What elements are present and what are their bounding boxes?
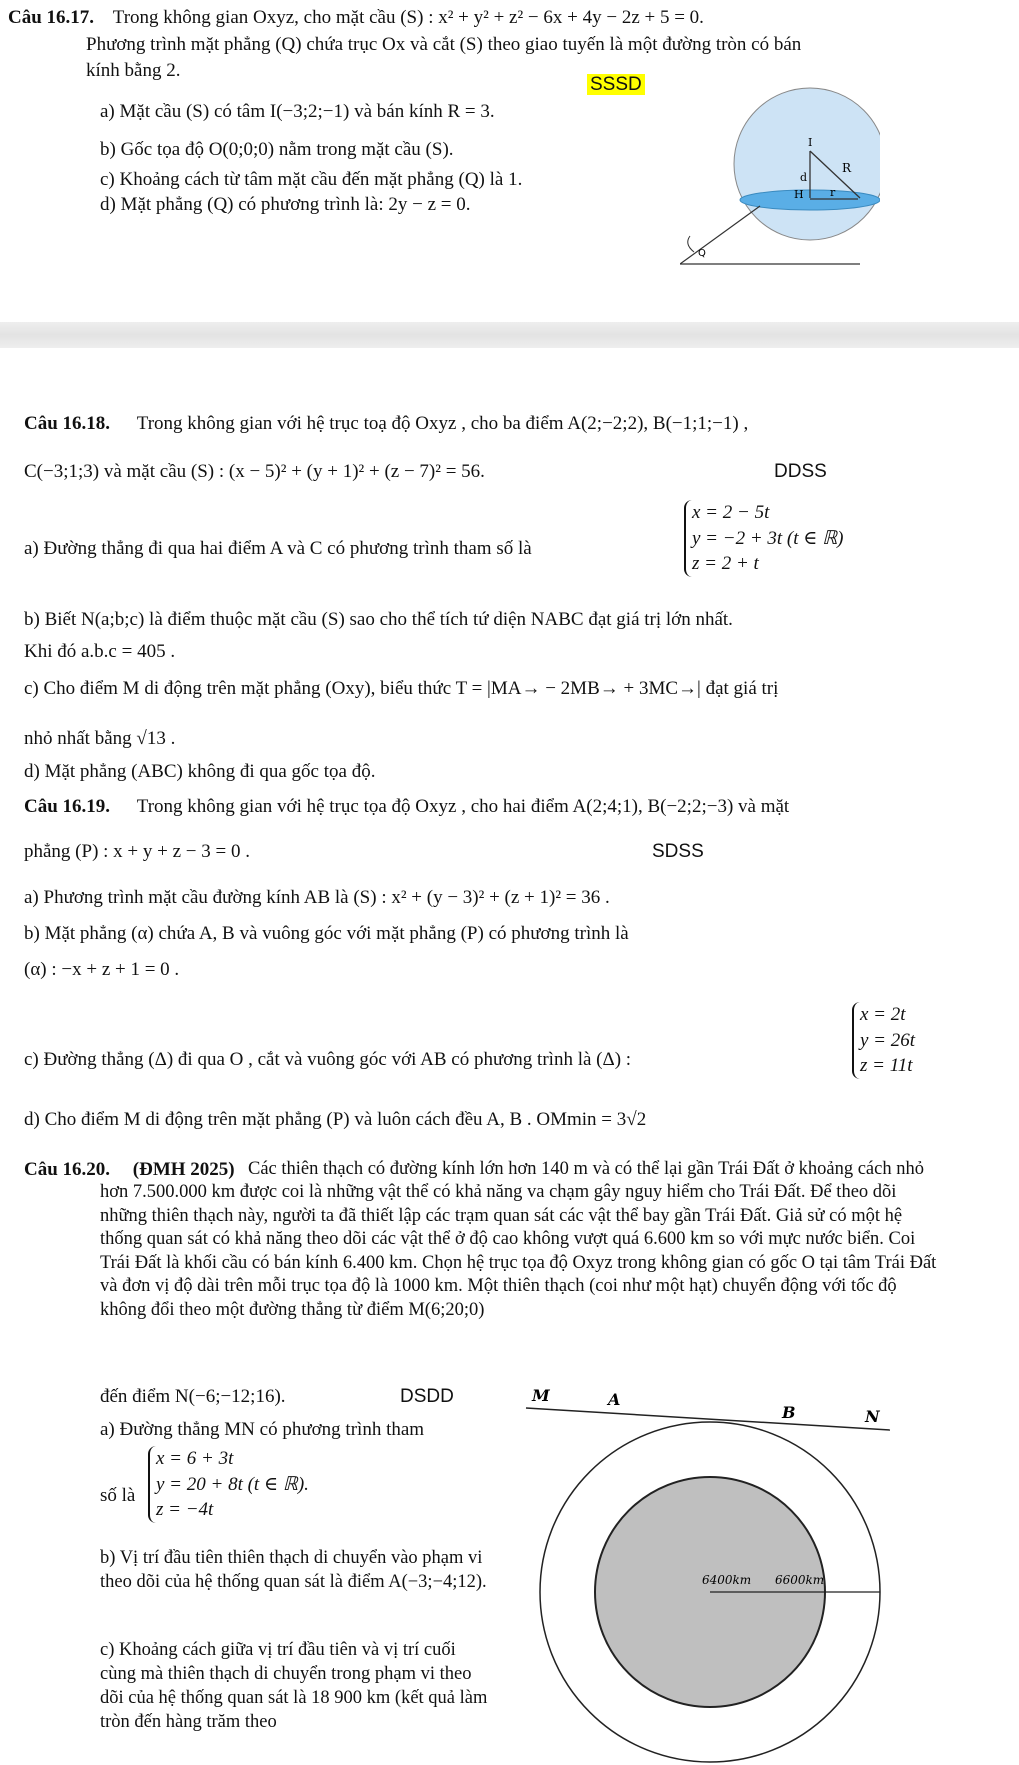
q1617-option-b: b) Gốc tọa độ O(0;0;0) nằm trong mặt cầu (S). <box>100 139 454 160</box>
q1618-option-c1: c) Cho điểm M di động trên mặt phẳng (Oxy), biểu thức T = |MA→ − 2MB→ + 3MC→| đạt giá trị <box>24 678 779 699</box>
q1618-sys-line-3: z = 2 + t <box>692 553 759 575</box>
label-I: I <box>808 136 813 149</box>
q1620-sys-line-2: y = 20 + 8t (t ∈ ℝ). <box>156 1473 309 1495</box>
q1618-system-brace <box>684 500 843 577</box>
q1617-option-a: a) Mặt cầu (S) có tâm I(−3;2;−1) và bán kính R = 3. <box>100 101 495 122</box>
q1619-option-c-system <box>852 1002 915 1079</box>
q1618-stem-1: Trong không gian với hệ trục toạ độ Oxyz , cho ba điểm A(2;−2;2), B(−1;1;−1) , <box>136 413 749 434</box>
label-Q: Q <box>698 248 706 259</box>
q1618-option-c2: nhỏ nhất bằng √13 . <box>24 728 176 749</box>
label-d: d <box>800 171 808 184</box>
q1618-sys-line-2: y = −2 + 3t (t ∈ ℝ) <box>692 527 844 549</box>
q1619-answer-key: SDSS <box>652 841 704 862</box>
q1619-sys-line-2: y = 26t <box>860 1029 916 1051</box>
q1619-option-b1: b) Mặt phẳng (α) chứa A, B và vuông góc với mặt phẳng (P) có phương trình là <box>24 923 629 944</box>
q1620-stem: Các thiên thạch có đường kính lớn hơn 140 m và có thể lại gần Trái Đất ở khoảng cách nhỏ hơn 7.500.000 km được coi là những vật thể có khả năng va chạm gây nguy hiểm cho Trái Đất. Để theo dõi những thiên thạch này, người ta đã thiết lập các trạm quan sát các vật thể bay gần Trái Đất. Giả sử có một hệ thống quan sát có khả năng theo dõi các vật thể ở độ cao không vượt quá 6.600 km so với mực nước biển. Coi Trái Đất là khối cầu có bán kính 6.400 km. Chọn hệ trục tọa độ Oxyz trong không gian có gốc O tại tâm Trái Đất và đơn vị độ dài trên mỗi trục tọa độ là 1000 km. Một thiên thạch (coi như một hạt) chuyển động với tốc độ không đổi theo một đường thẳng từ điểm M(6;20;0) <box>100 1159 937 1320</box>
q1618-option-b1: b) Biết N(a;b;c) là điểm thuộc mặt cầu (S) sao cho thể tích tứ diện NABC đạt giá trị lớn nhất. <box>24 609 733 630</box>
q1619-option-d: d) Cho điểm M di động trên mặt phẳng (P) và luôn cách đều A, B . OMmin = 3√2 <box>24 1109 647 1130</box>
q1619-sys-line-1: x = 2t <box>860 1004 906 1025</box>
q1620-sys-line-1: x = 6 + 3t <box>156 1448 234 1469</box>
q1619-system-brace <box>852 1002 915 1079</box>
q1619-stem-1: Trong không gian với hệ trục tọa độ Oxyz , cho hai điểm A(2;4;1), B(−2;2;−3) và mặt <box>136 796 790 817</box>
q1619-option-a: a) Phương trình mặt cầu đường kính AB là (S) : x² + (y − 3)² + (z + 1)² = 36 . <box>24 887 610 908</box>
label-6400km: 6400km <box>702 1573 752 1587</box>
q1620-option-a-system <box>148 1446 309 1523</box>
q1620-number: Câu 16.20. <box>24 1159 111 1180</box>
page-separator <box>0 322 1019 348</box>
label-R: R <box>842 161 852 175</box>
q1619-option-b2: (α) : −x + z + 1 = 0 . <box>24 959 180 980</box>
angle-arc <box>688 236 694 252</box>
q1618-option-a-system <box>684 500 843 577</box>
q1620-stem-end: đến điểm N(−6;−12;16). <box>100 1386 286 1407</box>
q1620-source: (ĐMH 2025) <box>132 1159 235 1180</box>
plane-Q-edge <box>680 206 760 264</box>
q1618-line1 <box>24 412 748 436</box>
sphere-shape <box>734 88 880 240</box>
q1617-line1 <box>8 6 704 30</box>
label-r: r <box>830 186 836 199</box>
q1619-number: Câu 16.19. <box>24 796 111 817</box>
q1619-stem-2: phẳng (P) : x + y + z − 3 = 0 . <box>24 841 250 862</box>
q1620-option-a2: số là <box>100 1485 136 1506</box>
q1619-option-c: c) Đường thẳng (Δ) đi qua O , cắt và vuông góc với AB có phương trình là (Δ) : <box>24 1049 632 1070</box>
q1620-option-b: b) Vị trí đầu tiên thiên thạch di chuyển vào phạm vi theo dõi của hệ thống quan sát là điểm A(−3;−4;12). <box>100 1548 487 1593</box>
label-6600km: 6600km <box>775 1573 825 1587</box>
q1620-option-c: c) Khoảng cách giữa vị trí đầu tiên và vị trí cuối cùng mà thiên thạch di chuyển trong phạm vi theo dõi của hệ thống quan sát là 18 900 km (kết quả làm tròn đến hàng trăm theo <box>100 1640 488 1733</box>
label-H: H <box>794 188 804 201</box>
label-N: N <box>865 1407 880 1426</box>
q1618-answer-key: DDSS <box>774 461 827 482</box>
q1618-option-b2: Khi đó a.b.c = 405 . <box>24 641 176 662</box>
q1617-option-d: d) Mặt phẳng (Q) có phương trình là: 2y − z = 0. <box>100 194 471 215</box>
q1617-stem-3: kính bằng 2. <box>86 60 181 81</box>
label-M: M <box>532 1386 550 1405</box>
q1620-sys-line-3: z = −4t <box>156 1499 214 1521</box>
q1620-option-a1: a) Đường thẳng MN có phương trình tham <box>100 1419 425 1440</box>
q1620-system-brace <box>148 1446 309 1523</box>
q1619-sys-line-3: z = 11t <box>860 1055 913 1077</box>
q1618-number: Câu 16.18. <box>24 413 111 434</box>
q1618-option-a: a) Đường thẳng đi qua hai điểm A và C có phương trình tham số là <box>24 538 532 559</box>
q1620-answer-key: DSDD <box>400 1386 454 1407</box>
q1618-option-d: d) Mặt phẳng (ABC) không đi qua gốc tọa độ. <box>24 761 376 782</box>
q1617-stem-2: Phương trình mặt phẳng (Q) chứa trục Ox và cắt (S) theo giao tuyến là một đường tròn có bán <box>86 34 802 55</box>
q1617-stem-1: Trong không gian Oxyz, cho mặt cầu (S) : x² + y² + z² − 6x + 4y − 2z + 5 = 0. <box>112 7 704 28</box>
label-A: A <box>608 1390 621 1409</box>
q1619-line1 <box>24 795 789 819</box>
q1620-earth-figure <box>520 1384 900 1765</box>
label-B: B <box>782 1403 796 1422</box>
q1617-option-c: c) Khoảng cách từ tâm mặt cầu đến mặt phẳng (Q) là 1. <box>100 169 523 190</box>
q1617-number: Câu 16.17. <box>8 7 95 28</box>
q1618-sys-line-1: x = 2 − 5t <box>692 502 770 523</box>
q1617-answer-key: SSSD <box>587 74 645 95</box>
q1618-stem-2: C(−3;1;3) và mặt cầu (S) : (x − 5)² + (y + 1)² + (z − 7)² = 56. <box>24 461 485 482</box>
q1617-sphere-figure <box>680 86 880 276</box>
